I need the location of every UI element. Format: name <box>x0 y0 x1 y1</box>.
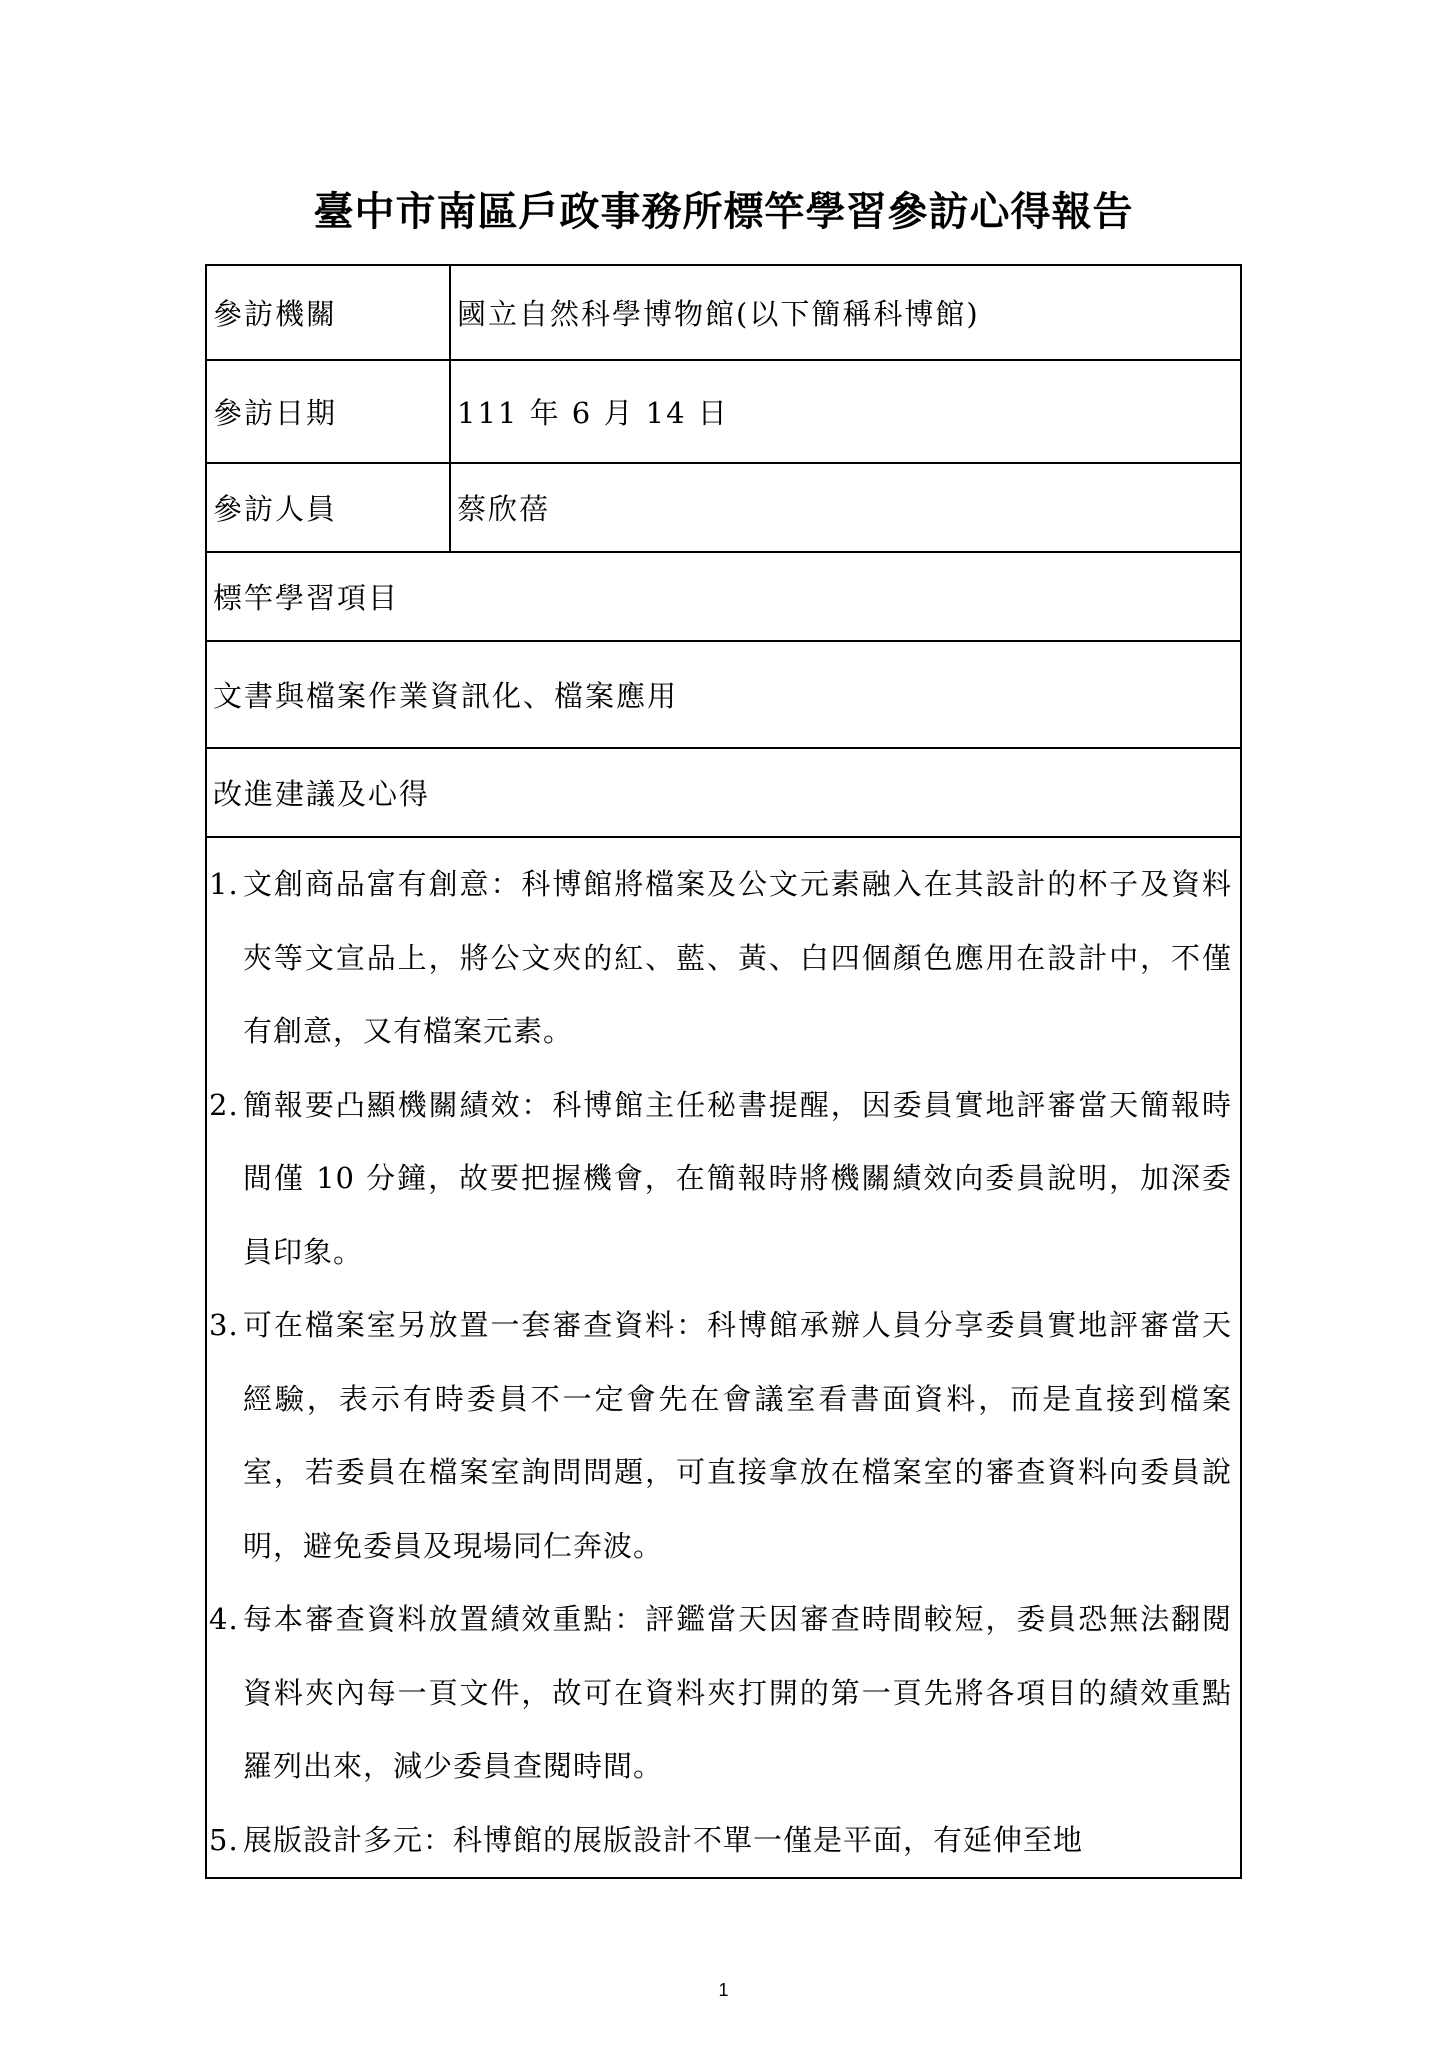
personnel-value: 蔡欣蓓 <box>450 463 1241 552</box>
item-number: 3. <box>209 1308 239 1342</box>
item-text: 文創商品富有創意：科博館將檔案及公文元素融入在其設計的杯子及資料夾等文宣品上，將公文夾的紅、藍、黃、白四個顏色應用在設計中，不僅有創意，又有檔案元素。 <box>243 867 1232 1048</box>
list-item <box>209 1069 1232 1290</box>
date-label: 參訪日期 <box>206 360 450 463</box>
row-date <box>206 360 1241 463</box>
topic-heading: 標竿學習項目 <box>206 552 1241 641</box>
item-number: 5. <box>209 1822 239 1857</box>
suggestions-content <box>206 837 1241 1878</box>
page-title: 臺中市南區戶政事務所標竿學習參訪心得報告 <box>313 189 1134 235</box>
item-text: 簡報要凸顯機關績效：科博館主任秘書提醒，因委員實地評審當天簡報時間僅 10 分鐘，故要把握機會，在簡報時將機關績效向委員說明，加深委員印象。 <box>243 1087 1232 1269</box>
page-number: 1 <box>718 1980 729 2000</box>
item-text: 展版設計多元：科博館的展版設計不單一僅是平面，有延伸至地 <box>243 1822 1084 1857</box>
date-value: 111 年 6 月 14 日 <box>450 360 1241 463</box>
agency-value: 國立自然科學博物館(以下簡稱科博館) <box>450 265 1241 360</box>
row-personnel <box>206 463 1241 552</box>
item-text: 可在檔案室另放置一套審查資料：科博館承辦人員分享委員實地評審當天經驗，表示有時委員不一定會先在會議室看書面資料，而是直接到檔案室，若委員在檔案室詢問問題，可直接拿放在檔案室的審查資料向委員說明，避免委員及現場同仁奔波。 <box>243 1308 1232 1563</box>
row-topic-value <box>206 641 1241 748</box>
row-topic-heading <box>206 552 1241 641</box>
item-number: 2. <box>209 1087 239 1122</box>
row-suggestions-content <box>206 837 1241 1878</box>
item-text: 每本審查資料放置績效重點：評鑑當天因審查時間較短，委員恐無法翻閱資料夾內每一頁文件，故可在資料夾打開的第一頁先將各項目的績效重點羅列出來，減少委員查閱時間。 <box>243 1602 1232 1783</box>
report-table <box>205 264 1242 1879</box>
list-item <box>209 1583 1232 1804</box>
row-agency <box>206 265 1241 360</box>
list-item <box>209 1289 1232 1583</box>
suggestions-heading: 改進建議及心得 <box>206 748 1241 837</box>
agency-label: 參訪機關 <box>206 265 450 360</box>
list-item <box>209 848 1232 1069</box>
topic-value: 文書與檔案作業資訊化、檔案應用 <box>206 641 1241 748</box>
list-item <box>209 1804 1232 1878</box>
row-suggestions-heading <box>206 748 1241 837</box>
personnel-label: 參訪人員 <box>206 463 450 552</box>
item-number: 1. <box>209 867 239 901</box>
item-number: 4. <box>209 1602 239 1636</box>
